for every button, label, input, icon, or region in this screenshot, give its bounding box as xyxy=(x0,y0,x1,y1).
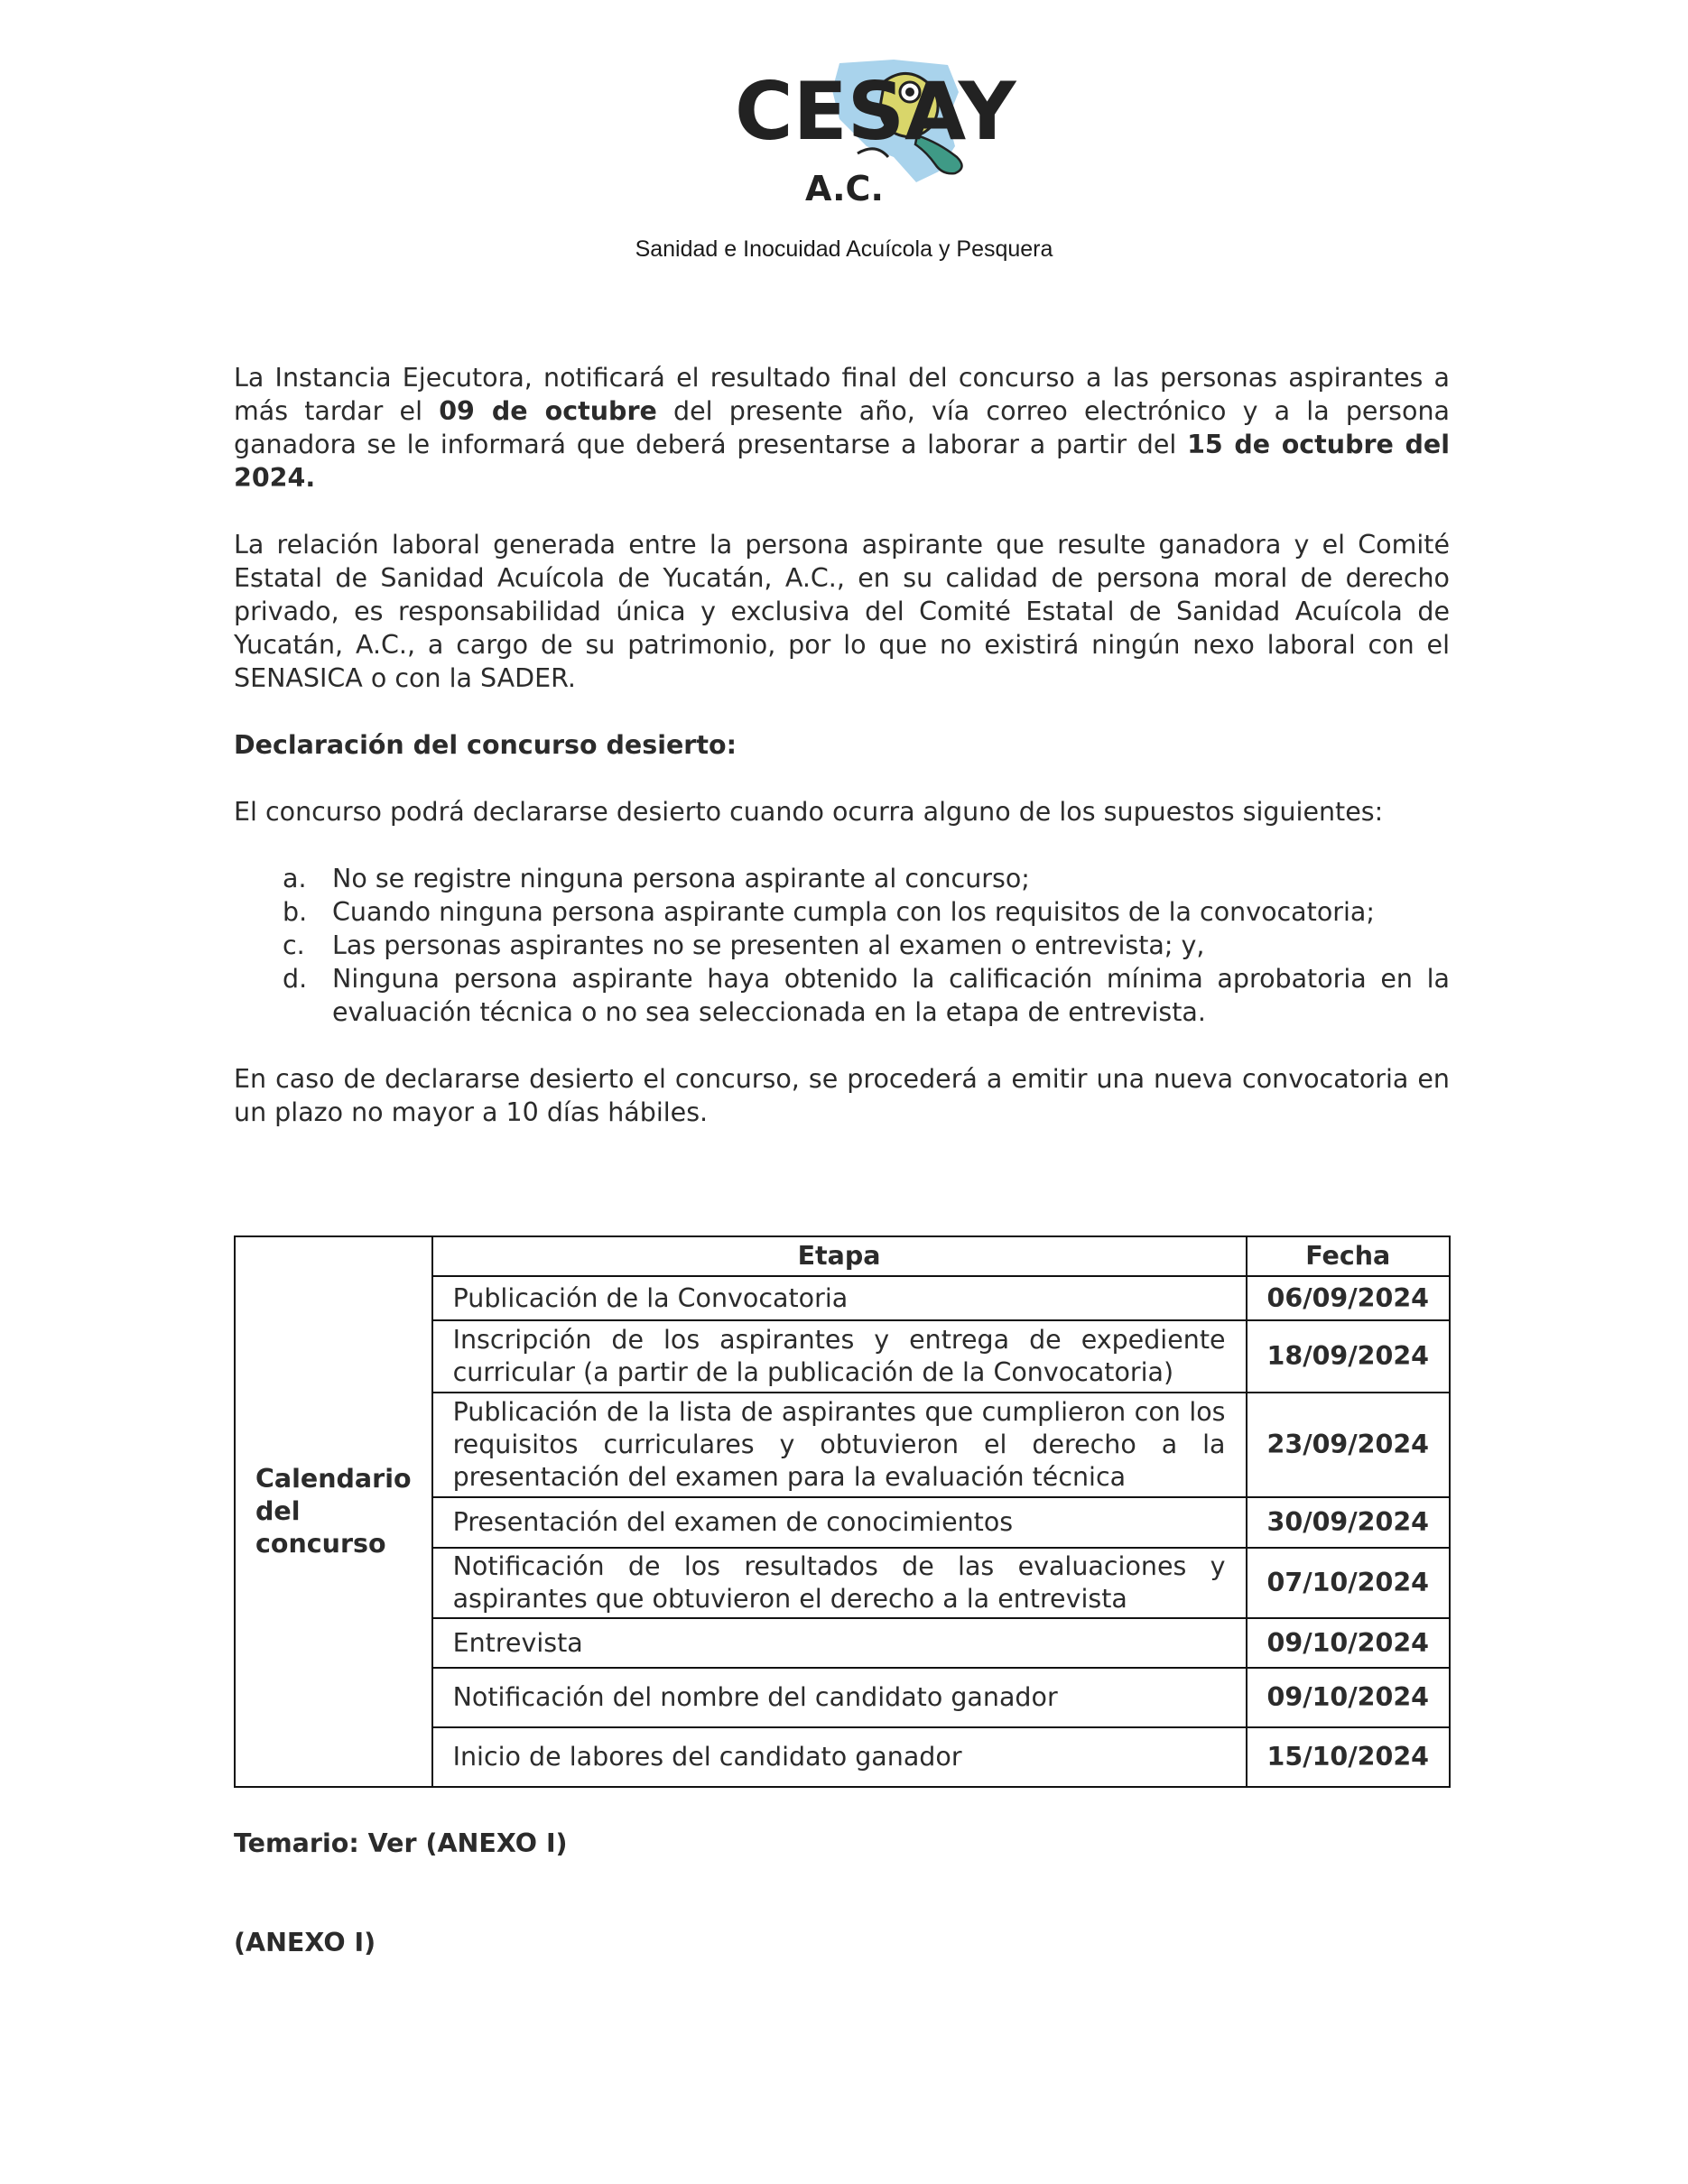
table-row: Notificación del nombre del candidato ganador 09/10/2024 xyxy=(235,1668,1450,1727)
table-row: Entrevista 09/10/2024 xyxy=(235,1618,1450,1668)
desierto-list xyxy=(234,862,1450,1029)
header-subtitle: Sanidad e Inocuidad Acuícola y Pesquera xyxy=(635,236,1053,262)
body-text xyxy=(234,361,1450,1129)
calendar-table xyxy=(234,1235,1451,1788)
column-header-etapa: Etapa xyxy=(432,1236,1247,1276)
table-row: Presentación del examen de conocimientos 30/09/2024 xyxy=(235,1497,1450,1548)
heading-desierto: Declaración del concurso desierto: xyxy=(234,730,737,760)
anexo-heading: (ANEXO I) xyxy=(234,1928,376,1957)
table-row: Inscripción de los aspirantes y entrega de expediente curricular (a partir de la publicación de la Convocatoria) 18/09/2024 xyxy=(235,1320,1450,1393)
table-row: Notificación de los resultados de las evaluaciones y aspirantes que obtuvieron el derecho a la entrevista 07/10/2024 xyxy=(235,1548,1450,1618)
list-item: d. Ninguna persona aspirante haya obtenido la calificación mínima aprobatoria en la evaluación técnica o no sea seleccionada en la etapa de entrevista. xyxy=(283,964,1450,1027)
paragraph-resultado: La Instancia Ejecutora, notificará el resultado final del concurso a las personas aspirantes a más tardar el 09 de octubre del presente año, vía correo electrónico y a la persona ganadora se le informará que deberá presentarse a laborar a partir del 15 de octubre del 2024. xyxy=(234,363,1450,493)
cesay-logo xyxy=(722,56,1065,218)
calendar-label: Calendario del concurso xyxy=(235,1236,432,1787)
paragraph-relacion-laboral: La relación laboral generada entre la persona aspirante que resulte ganadora y el Comité Estatal de Sanidad Acuícola de Yucatán, A.C., en su calidad de persona moral de derecho privado, es responsabilidad única y exclusiva del Comité Estatal de Sanidad Acuícola de Yucatán, A.C., a cargo de su patrimonio, por lo que no existirá ningún nexo laboral con el SENASICA o con la SADER. xyxy=(234,530,1450,693)
temario-line: Temario: Ver (ANEXO I) xyxy=(234,1828,568,1858)
list-item: c. Las personas aspirantes no se presenten al examen o entrevista; y, xyxy=(283,930,1205,960)
date-09-octubre: 09 de octubre xyxy=(439,396,657,426)
logo-ac: A.C. xyxy=(805,169,884,208)
table-row: Publicación de la Convocatoria 06/09/2024 xyxy=(235,1276,1450,1320)
paragraph-nueva-convocatoria: En caso de declararse desierto el concurso, se procederá a emitir una nueva convocatoria en un plazo no mayor a 10 días hábiles. xyxy=(234,1064,1450,1127)
list-item: b. Cuando ninguna persona aspirante cumpla con los requisitos de la convocatoria; xyxy=(283,897,1375,927)
column-header-fecha: Fecha xyxy=(1247,1236,1450,1276)
paragraph-intro-desierto: El concurso podrá declararse desierto cuando ocurra alguno de los supuestos siguientes: xyxy=(234,797,1384,827)
table-row: Inicio de labores del candidato ganador 15/10/2024 xyxy=(235,1727,1450,1787)
logo-wordmark: CESAY xyxy=(735,65,1016,158)
table-header-row xyxy=(235,1236,1450,1276)
list-item: a. No se registre ninguna persona aspirante al concurso; xyxy=(283,864,1030,893)
table-row: Publicación de la lista de aspirantes que cumplieron con los requisitos curriculares y obtuvieron el derecho a la presentación del examen para la evaluación técnica 23/09/2024 xyxy=(235,1393,1450,1497)
date-15-octubre: 15 de octubre del 2024. xyxy=(234,430,1450,493)
